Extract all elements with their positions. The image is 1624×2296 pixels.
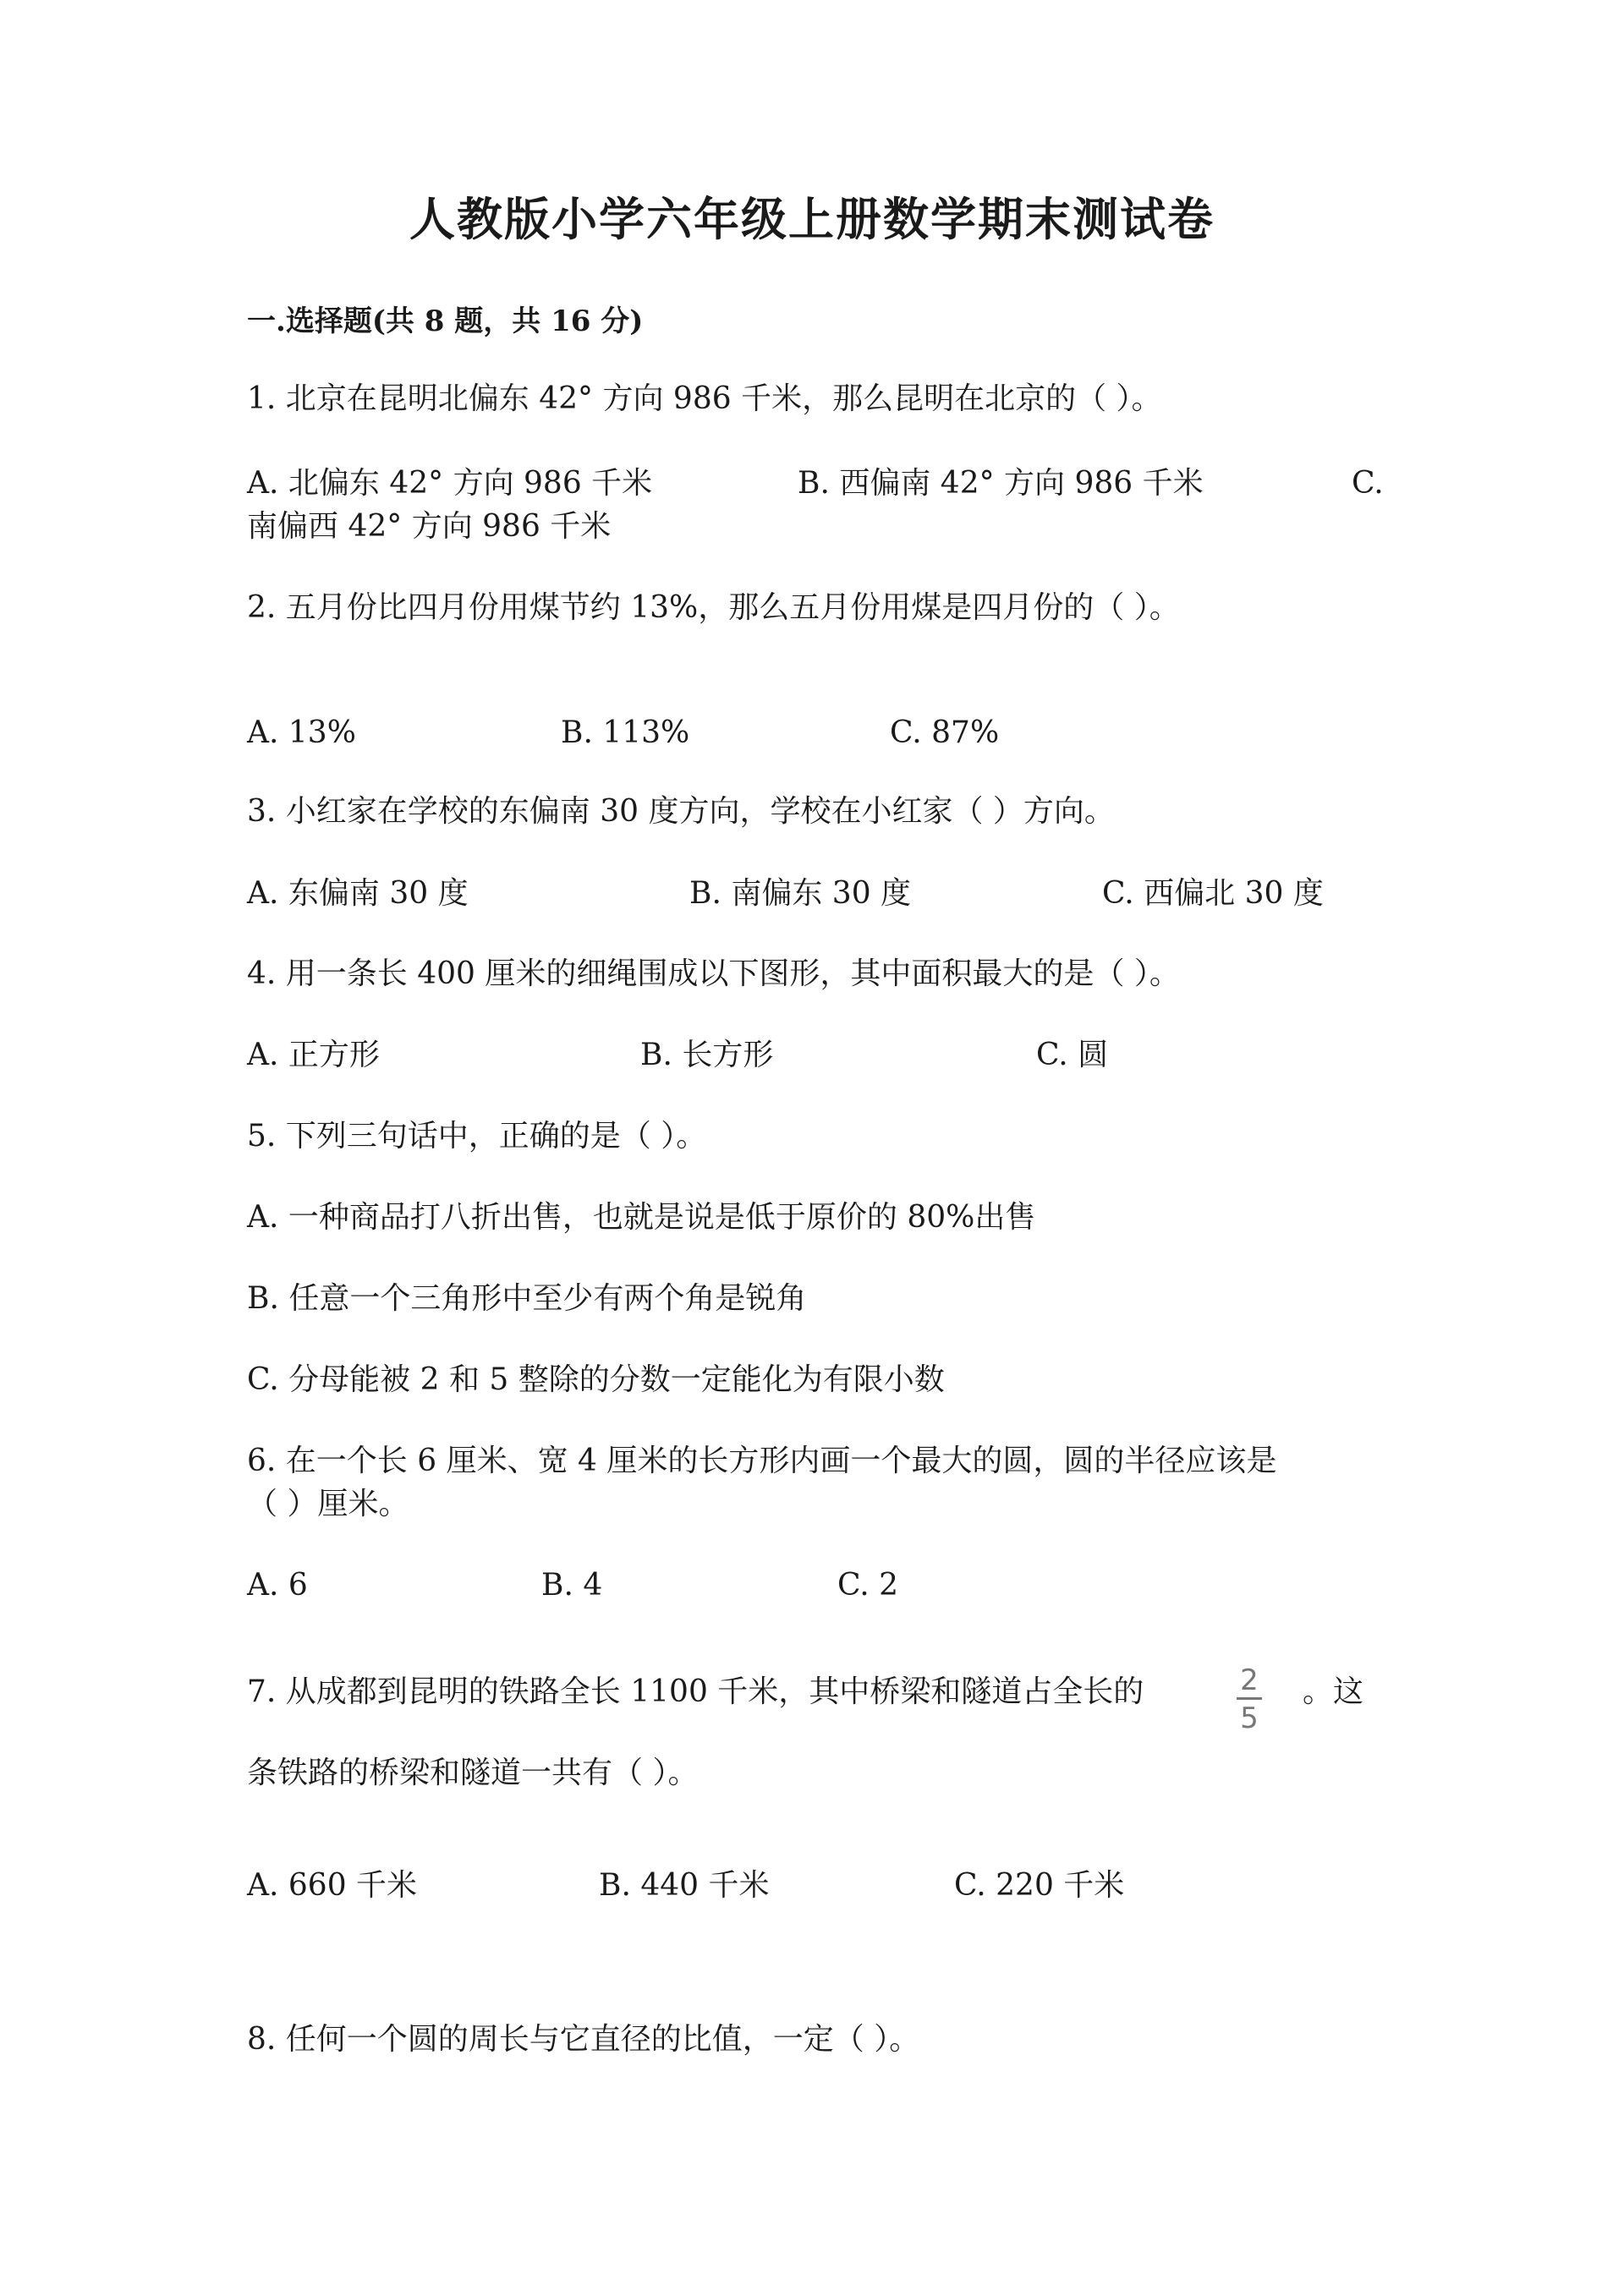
fraction-bar xyxy=(1237,1697,1262,1700)
question-8-stem: 8. 任何一个圆的周长与它直径的比值，一定（ ）。 xyxy=(247,2022,920,2057)
fraction-denominator: 5 xyxy=(1240,1701,1259,1735)
question-5-stem: 5. 下列三句话中，正确的是（ ）。 xyxy=(247,1119,707,1153)
question-7-stem-continued: 条铁路的桥梁和隧道一共有（ ）。 xyxy=(247,1756,699,1790)
question-5-option-b: B. 任意一个三角形中至少有两个角是锐角 xyxy=(247,1281,807,1316)
question-3-option-c: C. 西偏北 30 度 xyxy=(1102,876,1324,911)
question-6-option-c: C. 2 xyxy=(837,1568,899,1603)
question-6-stem: 6. 在一个长 6 厘米、宽 4 厘米的长方形内画一个最大的圆，圆的半径应该是 xyxy=(247,1444,1277,1478)
fraction xyxy=(1237,1663,1262,1735)
question-4-option-c: C. 圆 xyxy=(1036,1038,1109,1072)
question-4-stem: 4. 用一条长 400 厘米的细绳围成以下图形，其中面积最大的是（ ）。 xyxy=(247,956,1180,991)
question-1-stem: 1. 北京在昆明北偏东 42° 方向 986 千米，那么昆明在北京的（ ）。 xyxy=(247,381,1162,416)
question-4-option-a: A. 正方形 xyxy=(247,1038,380,1072)
question-1-option-c-text: 南偏西 42° 方向 986 千米 xyxy=(247,509,612,544)
question-7-option-c: C. 220 千米 xyxy=(954,1868,1125,1903)
question-3-option-a: A. 东偏南 30 度 xyxy=(247,876,469,911)
question-3-option-b: B. 南偏东 30 度 xyxy=(689,876,912,911)
question-1-option-a: A. 北偏东 42° 方向 986 千米 xyxy=(247,466,653,501)
question-3-stem: 3. 小红家在学校的东偏南 30 度方向，学校在小红家（ ）方向。 xyxy=(247,794,1115,829)
fraction-numerator: 2 xyxy=(1240,1663,1259,1697)
question-2-option-b: B. 113% xyxy=(561,715,690,750)
question-7-option-a: A. 660 千米 xyxy=(247,1868,418,1903)
question-7-stem-after-fraction: 。这 xyxy=(1303,1674,1364,1709)
question-5-option-a: A. 一种商品打八折出售，也就是说是低于原价的 80%出售 xyxy=(247,1200,1036,1235)
question-6-option-a: A. 6 xyxy=(247,1568,308,1603)
question-1-option-c: C. xyxy=(1352,466,1384,501)
question-2-option-c: C. 87% xyxy=(890,715,1000,750)
page-title: 人教版小学六年级上册数学期末测试卷 xyxy=(409,192,1215,246)
question-7-option-b: B. 440 千米 xyxy=(599,1868,770,1903)
question-6-stem-continued: （ ）厘米。 xyxy=(247,1487,409,1521)
question-4-option-b: B. 长方形 xyxy=(640,1038,774,1072)
question-2-stem: 2. 五月份比四月份用煤节约 13%，那么五月份用煤是四月份的（ ）。 xyxy=(247,590,1180,625)
question-1-option-b: B. 西偏南 42° 方向 986 千米 xyxy=(798,466,1204,501)
question-7-stem: 7. 从成都到昆明的铁路全长 1100 千米，其中桥梁和隧道占全长的 xyxy=(247,1674,1144,1709)
question-5-option-c: C. 分母能被 2 和 5 整除的分数一定能化为有限小数 xyxy=(247,1362,945,1397)
question-2-option-a: A. 13% xyxy=(247,715,356,750)
section-heading: 一.选择题(共 8 题，共 16 分) xyxy=(247,304,644,338)
question-6-option-b: B. 4 xyxy=(541,1568,603,1603)
